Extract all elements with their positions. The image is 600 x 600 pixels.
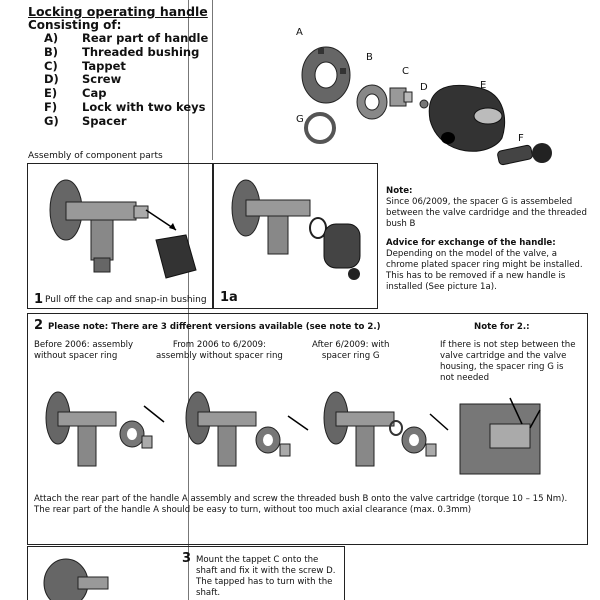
step2-panel [27,313,588,545]
part-d-screw [420,100,428,108]
advice-line: Depending on the model of the valve, a [386,249,558,259]
step3-illustration [38,553,108,600]
assembly-heading: Assembly of component parts [28,151,163,161]
exploded-view-illustration [280,20,580,180]
advice-line: chrome plated spacer ring might be installed. [386,260,583,270]
parts-list-item: G) Spacer [44,113,127,128]
step2-illustrations [36,384,584,484]
note-line: Since 06/2009, the spacer G is assembeled [386,197,573,207]
note-title: Note: [386,186,413,196]
advice-line: installed (See picture 1a). [386,282,497,292]
parts-list-item: F) Lock with two keys [44,99,206,114]
label-f: F [518,133,524,144]
step1-panel [27,163,213,309]
parts-list-item: D) Screw [44,72,122,87]
step3-number: 3 [182,551,192,566]
note-line: bush B [386,219,416,229]
step1-illustration [36,170,206,290]
label-d: D [420,82,428,93]
step2-heading: Please note: There are 3 different versions available (see note to 2.) [48,322,381,332]
step2-note-text: If there is not step between the valve cartridge and the valve housing, the spacer ring G is not needed [440,340,576,383]
label-g: G [296,114,304,125]
step1a-number: 1a [220,290,238,305]
advice-line: This has to be removed if a new handle is [386,271,566,281]
parts-list-item: E) Cap [44,86,107,101]
step2-number: 2 [34,318,44,333]
step3-panel [27,546,345,600]
label-c: C [402,66,409,77]
version-3-illustration [324,392,448,466]
step2-note-title: Note for 2.: [474,322,530,332]
part-f-lock [497,143,552,165]
parts-list-item: A) Rear part of handle [44,31,209,45]
document-title: Locking operating handle [28,4,208,19]
part-b-threaded-bushing [357,85,387,119]
note-line: between the valve cardridge and the threaded [386,208,587,218]
fold-line-right [212,0,213,160]
version-2: From 2006 to 6/2009: assembly without spacer ring [156,340,283,361]
part-c-tappet [390,88,412,106]
parts-list-item: B) Threaded bushing [44,44,200,59]
step2-footer: Attach the rear part of the handle A assembly and screw the threaded bush B onto the valve cartridge (torque 10 – 15 Nm). The rear part of the handle A should be easy to turn, without too much axial clearance (max. 0.3mm) [34,494,568,515]
parts-list [44,32,208,129]
step1a-panel [213,163,378,309]
part-a-rear-handle [302,47,350,103]
step1a-illustration [224,170,374,290]
step1-number: 1 [34,292,44,307]
version-2-illustration [186,392,308,466]
note-detail-photo [460,398,540,474]
document-subtitle: Consisting of: [28,18,122,32]
part-g-spacer [306,114,334,142]
version-1: Before 2006: assembly without spacer ring [34,340,134,361]
advice-title: Advice for exchange of the handle: [386,238,556,248]
step1-caption: Pull off the cap and snap-in bushing [45,295,207,305]
version-3: After 6/2009: with spacer ring G [312,340,390,361]
label-a: A [296,27,303,38]
parts-list-item: C) Tappet [44,58,126,73]
step3-text: Mount the tappet C onto the shaft and fix it with the screw D. The tapped has to turn with the shaft. [196,555,336,598]
part-e-cap [429,85,504,151]
note-block [386,186,596,293]
label-b: B [366,52,373,63]
label-e: E [480,80,487,91]
version-1-illustration [46,392,164,466]
